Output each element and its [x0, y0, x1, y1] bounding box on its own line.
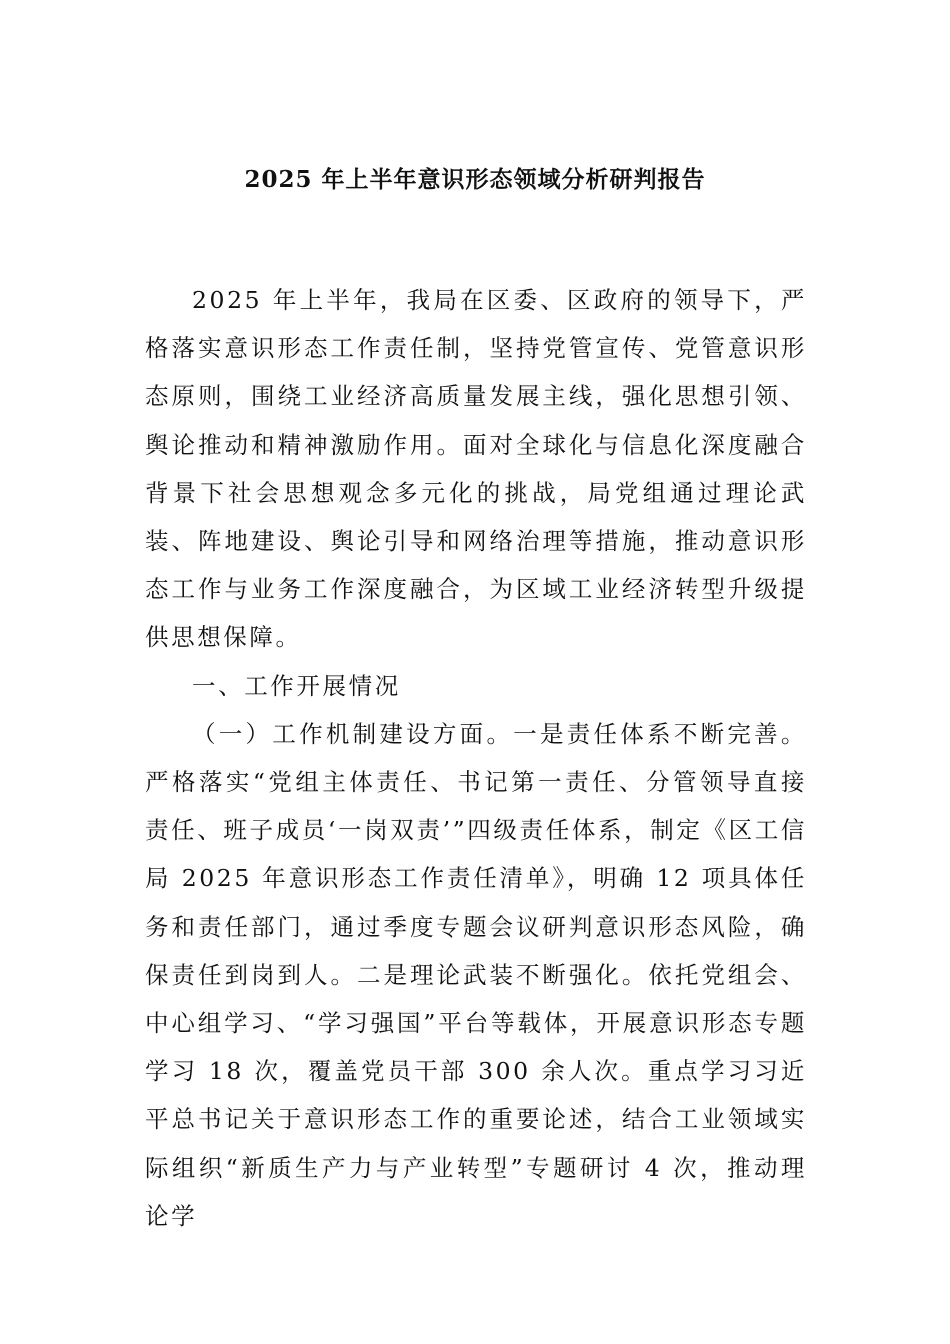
paragraph-mechanism: （一）工作机制建设方面。一是责任体系不断完善。严格落实“党组主体责任、书记第一责任、分管领导直接责任、班子成员‘一岗双责’”四级责任体系，制定《区工信局 2025 年意识形态工作责任清单》，明确 12 项具体任务和责任部门，通过季度专题会议研判意识形态风险，确保责任到岗到人。二是理论武装不断强化。依托党组会、中心组学习、“学习强国”平台等载体，开展意识形态专题学习 18 次，覆盖党员干部 300 余人次。重点学习习近平总书记关于意识形态工作的重要论述，结合工业领域实际组织“新质生产力与产业转型”专题研讨 4 次，推动理论学 [145, 719, 807, 1230]
section-heading: 一、工作开展情况 [192, 671, 401, 700]
paragraph-intro: 2025 年上半年，我局在区委、区政府的领导下，严格落实意识形态工作责任制，坚持党管宣传、党管意识形态原则，围绕工业经济高质量发展主线，强化思想引领、舆论推动和精神激励作用。面对全球化与信息化深度融合背景下社会思想观念多元化的挑战，局党组通过理论武装、阵地建设、舆论引导和网络治理等措施，推动意识形态工作与业务工作深度融合，为区域工业经济转型升级提供思想保障。 [145, 286, 807, 652]
page-title: 2025 年上半年意识形态领域分析研判报告 [244, 166, 706, 193]
document-body [145, 276, 807, 1240]
